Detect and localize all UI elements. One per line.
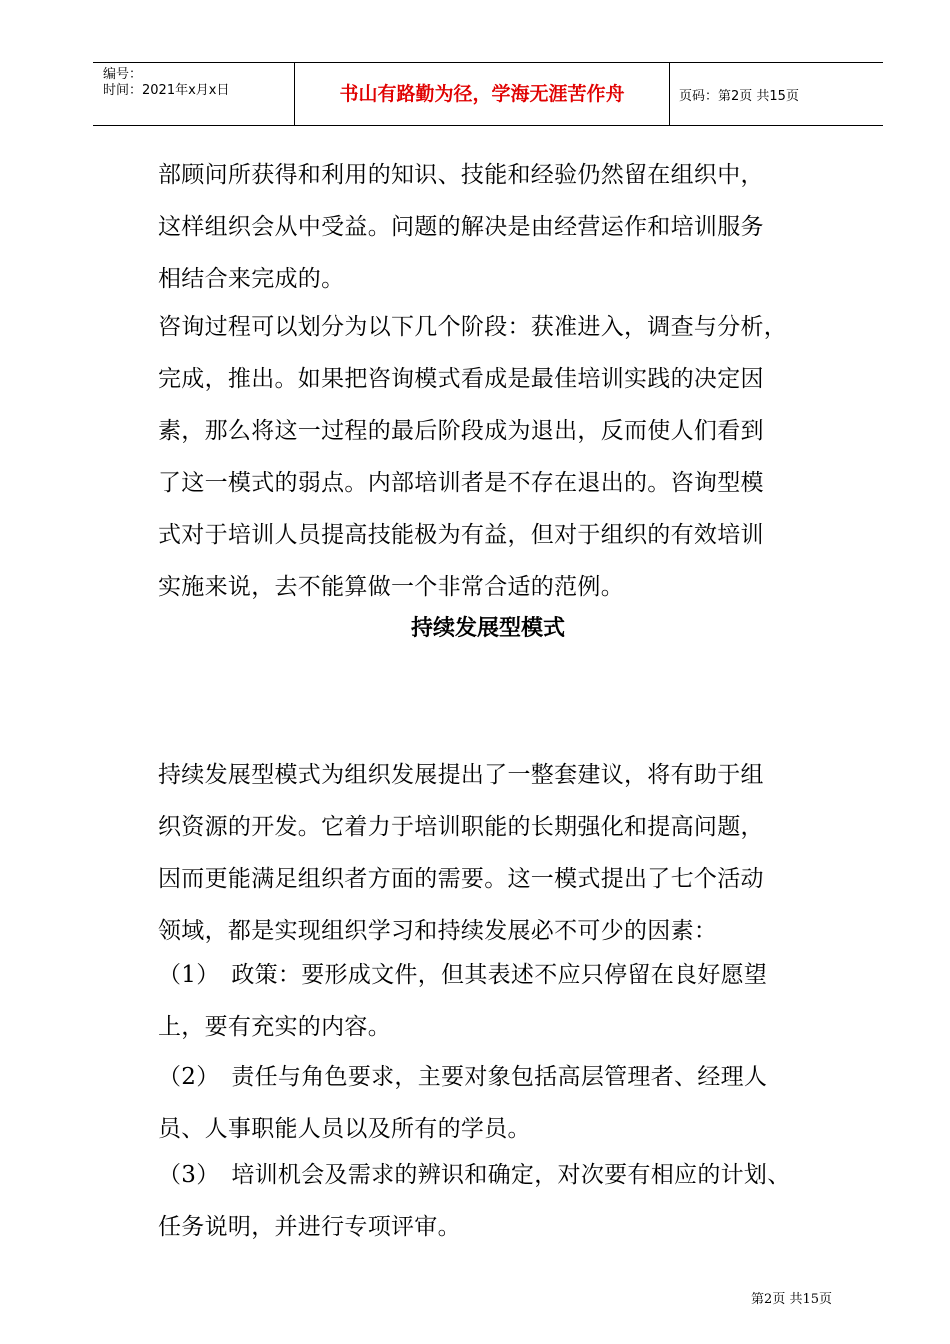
text-line: 完成，推出。如果把咨询模式看成是最佳培训实践的决定因 — [158, 366, 764, 392]
header-meta-cell — [93, 63, 294, 125]
text-line: 相结合来完成的。 — [158, 266, 345, 292]
page-header — [93, 62, 883, 126]
text-line: 持续发展型模式为组织发展提出了一整套建议，将有助于组 — [158, 762, 764, 788]
text-line: 了这一模式的弱点。内部培训者是不存在退出的。咨询型模 — [158, 470, 764, 496]
text-line: 任务说明，并进行专项评审。 — [158, 1214, 461, 1240]
document-number-label: 编号： — [103, 67, 143, 82]
text-line: 员、人事职能人员以及所有的学员。 — [158, 1116, 531, 1142]
text-line: 织资源的开发。它着力于培训职能的长期强化和提高问题， — [158, 814, 764, 840]
text-line: 因而更能满足组织者方面的需要。这一模式提出了七个活动 — [158, 866, 764, 892]
text-line: 上，要有充实的内容。 — [158, 1014, 391, 1040]
page-footer: 第2页 共15页 — [751, 1292, 832, 1307]
header-page-info: 页码：第2页 共15页 — [679, 89, 799, 104]
text-line: 部顾问所获得和利用的知识、技能和经验仍然留在组织中， — [158, 162, 764, 188]
text-line: 素，那么将这一过程的最后阶段成为退出，反而使人们看到 — [158, 418, 764, 444]
text-line: （2） 责任与角色要求，主要对象包括高层管理者、经理人 — [158, 1064, 768, 1090]
text-line: 领域，都是实现组织学习和持续发展必不可少的因素： — [158, 918, 718, 944]
text-line: （1） 政策：要形成文件，但其表述不应只停留在良好愿望 — [158, 962, 768, 988]
text-line: 这样组织会从中受益。问题的解决是由经营运作和培训服务 — [158, 214, 764, 240]
header-page-cell — [669, 63, 883, 125]
header-motto: 书山有路勤为径，学海无涯苦作舟 — [339, 83, 625, 105]
text-line: 咨询过程可以划分为以下几个阶段：获准进入，调查与分析， — [158, 314, 788, 340]
section-heading: 持续发展型模式 — [410, 616, 565, 641]
document-time-label: 时间：2021年x月x日 — [103, 83, 230, 98]
header-motto-cell — [294, 63, 670, 125]
text-line: （3） 培训机会及需求的辨识和确定，对次要有相应的计划、 — [158, 1162, 791, 1188]
text-line: 式对于培训人员提高技能极为有益，但对于组织的有效培训 — [158, 522, 764, 548]
text-line: 实施来说，去不能算做一个非常合适的范例。 — [158, 574, 624, 600]
